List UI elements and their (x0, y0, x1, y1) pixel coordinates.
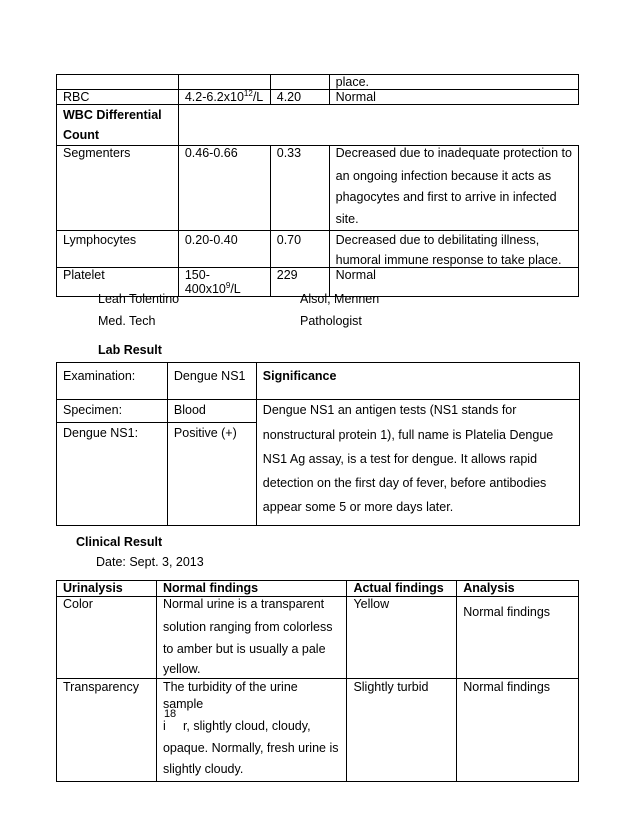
table-cell: 229 (270, 268, 329, 297)
table-cell (178, 75, 270, 90)
table-cell: 0.70 (270, 231, 329, 268)
remark-line: humoral immune response to take place. (335, 253, 562, 267)
finding-line: yellow. (162, 662, 201, 676)
signature-left-title: Med. Tech (98, 314, 156, 328)
table-cell (256, 423, 579, 526)
table-cell (57, 75, 179, 90)
table-cell: Transparency (57, 679, 157, 782)
significance-line: NS1 Ag assay, is a test for dengue. It allows rapid (262, 451, 538, 466)
table-cell: RBC (57, 90, 179, 105)
table-cell: Normal (329, 90, 578, 105)
table-cell-empty (178, 105, 578, 146)
table-cell (156, 597, 347, 679)
table-row-header (57, 363, 580, 400)
finding-line-wrap (162, 708, 341, 738)
signature-right-name: Alsol, Mennen (300, 292, 380, 306)
table-cell: Dengue NS1 (167, 363, 256, 400)
table-cell: Dengue NS1 an antigen tests (NS1 stands for (256, 400, 579, 423)
table-row-header (57, 581, 579, 597)
table-cell: Yellow (347, 597, 457, 679)
finding-line: opaque. Normally, fresh urine is (162, 740, 339, 755)
finding-text: r, slightly cloud, cloudy, (182, 719, 311, 733)
table-cell: 4.20 (270, 90, 329, 105)
table-cell (178, 268, 270, 297)
range-unit: /L (230, 282, 241, 296)
finding-line: The turbidity of the urine sample (162, 680, 298, 711)
wbc-line1: WBC Differential (63, 108, 162, 122)
table-cell: 0.20-0.40 (178, 231, 270, 268)
clinical-result-heading: Clinical Result (76, 535, 163, 549)
table-cell (329, 145, 578, 231)
table-cell: place. (329, 75, 578, 90)
range-base: 4.2-6.2x10 (184, 90, 244, 104)
range-base: 150-400x10 (184, 268, 226, 296)
significance-line: detection on the first day of fever, before antibodies (262, 475, 547, 490)
range-unit: /L (252, 90, 264, 104)
page-number: 18 (163, 708, 177, 720)
remark-line: phagocytes and first to arrive in infected (335, 190, 557, 204)
table-cell: Lymphocytes (57, 231, 179, 268)
clinical-result-date: Date: Sept. 3, 2013 (96, 555, 204, 569)
table-cell: Normal findings (457, 597, 579, 679)
table-cell: Examination: (57, 363, 168, 400)
remark-line: Decreased due to debilitating illness, (335, 233, 540, 247)
table-cell (270, 75, 329, 90)
table-row-specimen (57, 400, 580, 423)
table-cell: Normal (329, 268, 578, 297)
table-cell: Normal findings (156, 581, 347, 597)
table-row-transparency (57, 679, 579, 782)
table-cell (178, 90, 270, 105)
table-cell: Platelet (57, 268, 179, 297)
finding-line: Normal urine is a transparent (162, 597, 325, 611)
table-cell (329, 231, 578, 268)
table-cell: Color (57, 597, 157, 679)
remark-line: site. (335, 211, 359, 226)
table-cell (156, 679, 347, 782)
finding-line: solution ranging from colorless (162, 620, 333, 634)
finding-line: slightly cloudy. (162, 762, 244, 776)
significance-line: appear some 5 or more days later. (262, 499, 454, 514)
table-row-color (57, 597, 579, 679)
remark-line: an ongoing infection because it acts as (335, 168, 552, 183)
table-row (57, 75, 579, 90)
lab-result-table (56, 362, 580, 526)
range-exponent: 9 (225, 281, 231, 290)
table-cell: Blood (167, 400, 256, 423)
table-cell: Dengue NS1: (57, 423, 168, 526)
significance-line: nonstructural protein 1), full name is Platelia Dengue (262, 427, 554, 442)
table-cell: Actual findings (347, 581, 457, 597)
table-cell (57, 105, 179, 146)
table-cell: 0.46-0.66 (178, 145, 270, 231)
remark-line: Decreased due to inadequate protection to (335, 145, 572, 160)
table-cell: Significance (256, 363, 579, 400)
table-cell: Specimen: (57, 400, 168, 423)
table-row-lymphocytes (57, 231, 579, 268)
wbc-line2: Count (63, 127, 100, 142)
signature-left-name: Leah Tolentino (98, 292, 180, 306)
table-cell: Segmenters (57, 145, 179, 231)
lab-result-heading: Lab Result (98, 343, 162, 357)
table-row-wbc (57, 105, 579, 146)
signature-right-title: Pathologist (300, 314, 362, 328)
table-row-segmenters (57, 145, 579, 231)
table-row-ns1 (57, 423, 580, 526)
finding-line: to amber but is usually a pale (162, 641, 326, 656)
table-cell: Analysis (457, 581, 579, 597)
table-cell: Positive (+) (167, 423, 256, 526)
table-cell: Slightly turbid (347, 679, 457, 782)
table-cell: Urinalysis (57, 581, 157, 597)
range-exponent: 12 (243, 89, 253, 98)
urinalysis-table (56, 580, 579, 782)
table-cell: 0.33 (270, 145, 329, 231)
table-row-rbc (57, 90, 579, 105)
cbc-table (56, 74, 579, 297)
spacer: i (162, 719, 166, 733)
table-cell: Normal findings (457, 679, 579, 782)
